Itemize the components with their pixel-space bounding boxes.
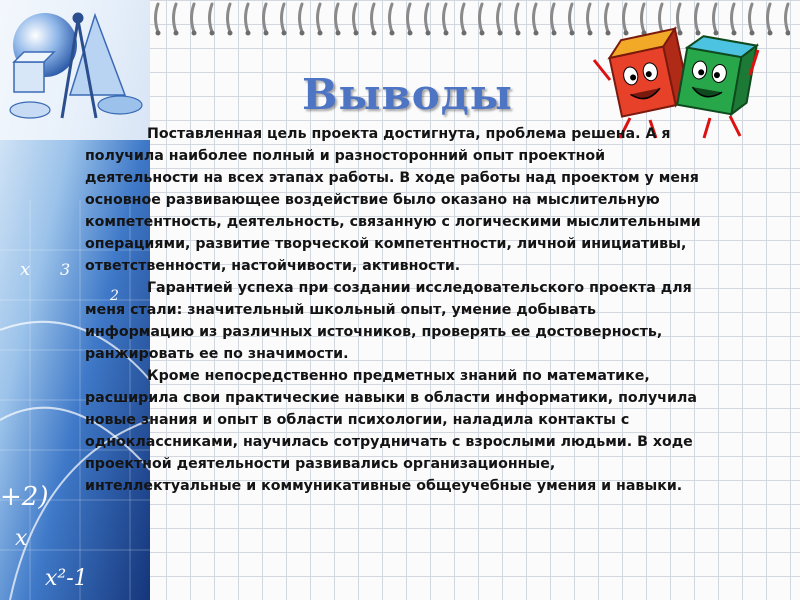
spiral-ring [768, 4, 771, 32]
spiral-ring [192, 4, 195, 32]
formula-glyph: 2 [110, 288, 119, 304]
paragraph: Поставленная цель проекта достигнута, проблема решена. А я получила наиболее полный и разносторонний опыт проектной деятельности на всех этапах работы. В ходе работы над проектом у меня основное развивающее воздействие было оказано на мыслительную компетентность, деятельность, связанную с логическими мыслительными операциями, развитие творческой компетентности, личной инициативы, ответственности, настойчивости, активности. [85, 126, 701, 274]
slide-title: Выводы [302, 70, 513, 119]
formula-glyph: x [20, 259, 31, 280]
spiral-hole [354, 31, 359, 36]
spiral-ring [246, 4, 249, 32]
spiral-ring [336, 4, 339, 32]
spiral-hole [264, 31, 269, 36]
spiral-ring [210, 4, 213, 32]
spiral-ring [264, 4, 267, 32]
spiral-ring [408, 4, 411, 32]
spiral-hole [480, 31, 485, 36]
spiral-hole [498, 31, 503, 36]
spiral-hole [192, 31, 197, 36]
spiral-hole [246, 31, 251, 36]
spiral-hole [372, 31, 377, 36]
spiral-hole [426, 31, 431, 36]
spiral-hole [336, 31, 341, 36]
formula-glyph: 3 [60, 260, 71, 279]
formula-glyph: +2) [0, 482, 49, 512]
spiral-hole [156, 31, 161, 36]
spiral-hole [282, 31, 287, 36]
spiral-hole [318, 31, 323, 36]
spiral-ring [282, 4, 285, 32]
smiling-cubes-icon [590, 20, 760, 140]
paragraph: Кроме непосредственно предметных знаний по математике, расширила свои практические навыки в области информатики, получила новые знания и опыт в области психологии, наладила контакты с одноклассниками, научилась сотрудничать с взрослыми людьми. В ходе проектной деятельности развивались организационные, интеллектуальные и коммуникативные общеучебные умения и навыки. [85, 368, 697, 494]
spiral-ring [786, 4, 789, 32]
spiral-hole [462, 31, 467, 36]
spiral-ring [354, 4, 357, 32]
conclusions-text [85, 123, 705, 497]
spiral-hole [534, 31, 539, 36]
formula-glyph: x²-1 [45, 566, 88, 591]
spiral-hole [552, 31, 557, 36]
spiral-ring [318, 4, 321, 32]
spiral-ring [156, 4, 159, 32]
spiral-hole [300, 31, 305, 36]
spiral-ring [390, 4, 393, 32]
spiral-ring [228, 4, 231, 32]
spiral-ring [570, 4, 573, 32]
spiral-hole [570, 31, 575, 36]
spiral-ring [516, 4, 519, 32]
spiral-hole [174, 31, 179, 36]
spiral-hole [408, 31, 413, 36]
spiral-ring [534, 4, 537, 32]
spiral-ring [444, 4, 447, 32]
spiral-hole [228, 31, 233, 36]
paragraph: Гарантией успеха при создании исследовательского проекта для меня стали: значительный школьный опыт, умение добывать информацию из различных источников, проверять ее достоверность, ранжировать ее по значимости. [85, 280, 692, 362]
formula-glyph: x [15, 526, 28, 551]
spiral-ring [372, 4, 375, 32]
spiral-hole [210, 31, 215, 36]
spiral-hole [768, 31, 773, 36]
spiral-ring [174, 4, 177, 32]
spiral-ring [462, 4, 465, 32]
spiral-ring [300, 4, 303, 32]
spiral-ring [498, 4, 501, 32]
spiral-ring [426, 4, 429, 32]
spiral-hole [444, 31, 449, 36]
spiral-hole [516, 31, 521, 36]
spiral-ring [480, 4, 483, 32]
spiral-ring [552, 4, 555, 32]
spiral-hole [390, 31, 395, 36]
